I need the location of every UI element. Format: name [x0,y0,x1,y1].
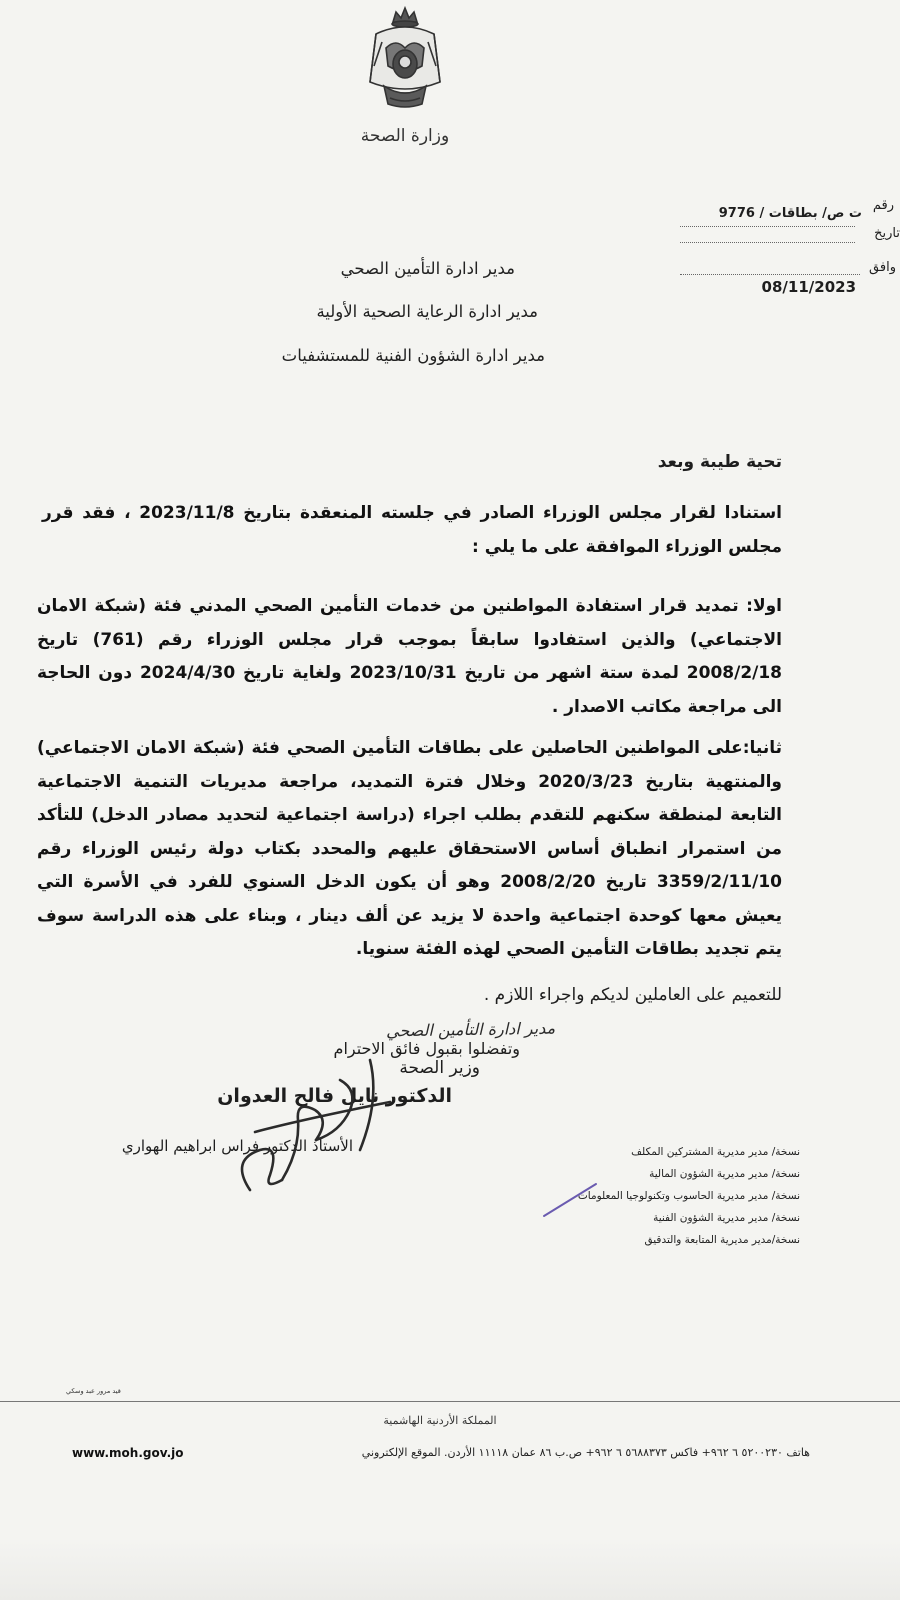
intro-paragraph: استنادا لقرار مجلس الوزراء الصادر في جلسته المنعقدة بتاريخ 2023/11/8 ، فقد قرر مجلس الوزراء الموافقة على ما يلي : [42,503,782,557]
footer-contact: هاتف ٥٢٠٠٢٣٠ ٦ ٩٦٢+ فاكس ٥٦٨٨٣٧٣ ٦ ٩٦٢+ ص.ب ٨٦ عمان ١١١١٨ الأردن. الموقع الإلكتروني [361,1446,810,1459]
signature-name: الدكتور نايل فالح العدوان [217,1085,452,1107]
pen-mark [540,1180,600,1220]
footer-kingdom: المملكة الأردنية الهاشمية [383,1414,497,1427]
closing-line: للتعميم على العاملين لديكم واجراء اللازم . [483,985,782,1005]
scan-shadow [0,1540,900,1600]
item-one-paragraph: اولا: تمديد قرار استفادة المواطنين من خدمات التأمين الصحي المدني فئة (شبكة الامان الاجتماعي) والذين استفادوا سابقاً بموجب قرار مجلس الوزراء رقم (761) تاريخ 2008/2/18 لمدة ستة اشهر من تاريخ 2023/10/31 ولغاية تاريخ 2024/4/30 دون الحاجة الى مراجعة مكاتب الاصدار . [37,596,783,717]
greeting: تحية طيبة وبعد [657,452,782,472]
signature-courtesy: وتفضلوا بقبول فائق الاحترام [333,1039,520,1058]
handwritten-signature [220,1040,440,1200]
copy-4: نسخة/ مدير مديرية الشؤون الفنية [653,1212,800,1224]
reference-number: ت ص/ بطاقات / 9776 [718,206,862,221]
copy-5: نسخة/مدير مديرية المتابعة والتدقيق [644,1234,800,1246]
recipient-1: مدير ادارة التأمين الصحي [340,259,515,278]
signature-stamp-overlay: مدير ادارة التأمين الصحي [385,1018,556,1041]
copy-3: نسخة/ مدير مديرية الحاسوب وتكنولوجيا المعلومات [577,1190,800,1202]
reference-match-dotline [680,274,860,275]
copy-1: نسخة/ مدير مديرية المشتركين المكلف [631,1146,800,1158]
signature-name-secondary: الأستاذ الدكتور فراس ابراهيم الهواري [121,1137,353,1155]
copy-2: نسخة/ مدير مديرية الشؤون المالية [649,1168,800,1180]
signature-title: وزير الصحة [399,1058,480,1078]
jordan-coat-of-arms-icon [360,4,450,112]
ministry-name: وزارة الصحة [360,126,450,146]
reference-date-dotline [680,242,855,243]
reference-match-label: وافق [869,260,896,275]
reference-date-label: تاريخ [874,226,900,241]
footer-note: قيد مرور عبد وسكي [66,1387,121,1395]
reference-number-label: رقم [872,198,894,213]
reference-number-dotline [680,226,855,227]
footer-website[interactable]: www.moh.gov.jo [72,1446,184,1460]
recipient-2: مدير ادارة الرعاية الصحية الأولية [316,302,538,321]
footer-divider [0,1401,900,1402]
reference-date: 08/11/2023 [761,278,856,296]
item-two-paragraph: ثانيا:على المواطنين الحاصلين على بطاقات التأمين الصحي فئة (شبكة الامان الاجتماعي) والمنتهية بتاريخ 2020/3/23 وخلال فترة التمديد، مراجعة مديريات التنمية الاجتماعية التابعة لمنطقة سكنهم للتقدم بطلب اجراء (دراسة اجتماعية لتحديد مصادر الدخل) للتأكد من استمرار انطباق أساس الاستحقاق عليهم والمحدد بكتاب دولة رئيس الوزراء رقم 3359/2/11/10 تاريخ 2008/2/20 وهو أن يكون الدخل السنوي للفرد في الأسرة التي يعيش معها كوحدة اجتماعية واحدة لا يزيد عن ألف دينار ، وبناء على هذه الدراسة سوف يتم تجديد بطاقات التأمين الصحي لهذه الفئة سنويا. [37,738,782,959]
recipient-3: مدير ادارة الشؤون الفنية للمستشفيات [281,346,545,365]
